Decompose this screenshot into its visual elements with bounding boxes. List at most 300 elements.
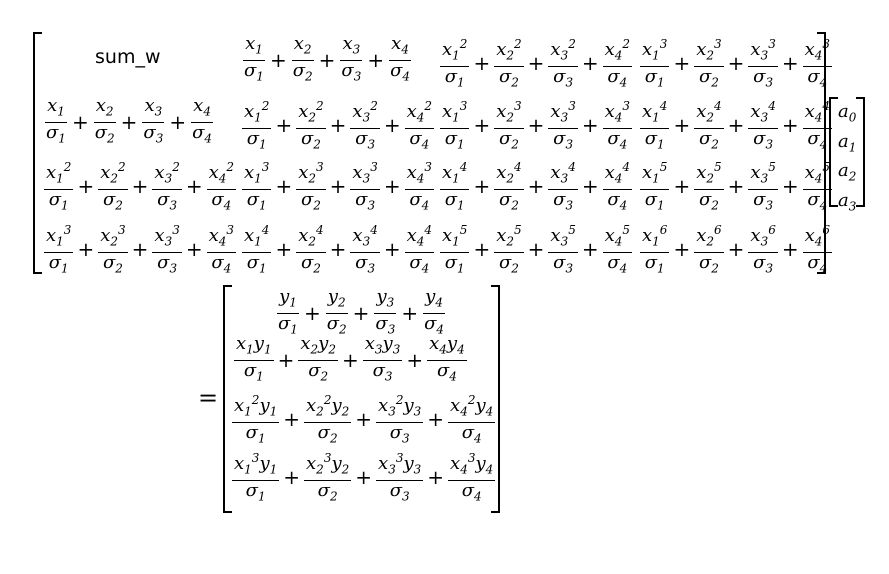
plus-sign: + [275,113,293,138]
numerator: $x_1^3$ [640,34,669,67]
fraction-term [363,334,403,386]
rhs-entry-3 [230,448,497,506]
fraction-term [748,220,777,278]
denominator: $\sigma_4$ [409,188,430,213]
plus-sign: + [727,237,745,262]
fraction-term [405,157,434,215]
plus-sign: + [131,174,149,199]
plus-sign: + [473,237,491,262]
numerator: $x_1^6$ [640,220,669,253]
plus-sign: + [673,174,691,199]
fraction-term [748,157,777,215]
denominator: $\sigma_4$ [192,121,213,146]
fraction-term [603,220,632,278]
fraction-term [190,96,214,148]
numerator: $x_1^5$ [440,220,469,253]
denominator: $\sigma_2$ [300,127,321,152]
denominator: $\sigma_1$ [644,251,665,276]
numerator: $x_1$ [45,96,67,123]
denominator: $\sigma_4$ [607,65,628,90]
plus-sign: + [527,174,545,199]
matrix-cell-r1-c1 [240,96,436,154]
numerator: $x_2^4$ [296,220,325,253]
rhs-entry-1 [232,334,469,386]
denominator: $\sigma_2$ [498,251,519,276]
denominator: $\sigma_3$ [753,251,774,276]
numerator: $y_2$ [326,287,348,314]
denominator: $\sigma_4$ [436,359,457,384]
denominator: $\sigma_4$ [807,251,828,276]
fraction-term [242,96,271,154]
numerator: $x_4^6$ [803,220,832,253]
numerator: $x_4^4$ [405,220,434,253]
denominator: $\sigma_3$ [553,65,574,90]
denominator: $\sigma_3$ [157,188,178,213]
denominator: $\sigma_4$ [607,127,628,152]
fraction-term [373,287,397,339]
plus-sign: + [673,51,691,76]
numerator: $x_3^4$ [548,157,577,190]
vector-a-right-bracket [856,97,865,207]
denominator: $\sigma_3$ [355,127,376,152]
plus-sign: + [318,48,336,73]
numerator: $x_4$ [389,34,411,61]
fraction-term [232,390,279,448]
denominator: $\sigma_4$ [409,127,430,152]
numerator: $x_3^2y_3$ [376,390,423,423]
numerator: $x_2^3$ [98,220,127,253]
plus-sign: + [185,174,203,199]
fraction-term [304,448,351,506]
denominator: $\sigma_1$ [245,421,266,446]
vector-a-entry: $a_2$ [838,160,857,184]
rhs-entry-0 [274,287,448,339]
fraction-term [325,287,349,339]
matrix-cell-r0-c0 [95,46,161,68]
numerator: $x_1^4$ [440,157,469,190]
plus-sign: + [329,237,347,262]
denominator: $\sigma_4$ [409,251,430,276]
plus-sign: + [383,113,401,138]
plus-sign: + [329,113,347,138]
matrix-cell-r3-c3 [638,220,834,278]
denominator: $\sigma_4$ [607,188,628,213]
numerator: $x_1^4$ [640,96,669,129]
fraction-term [422,287,446,339]
plus-sign: + [527,51,545,76]
fraction-term [640,157,669,215]
numerator: $x_3^5$ [548,220,577,253]
fraction-term [803,157,832,215]
denominator: $\sigma_1$ [644,188,665,213]
denominator: $\sigma_1$ [48,188,69,213]
plus-sign: + [781,113,799,138]
denominator: $\sigma_1$ [278,312,298,337]
denominator: $\sigma_2$ [317,479,338,504]
numerator: $x_3^2$ [350,96,379,129]
vector-a-entry: $a_1$ [838,130,857,155]
plus-sign: + [77,237,95,262]
numerator: $x_3^5$ [748,157,777,190]
rhs-entry-2 [230,390,497,448]
plus-sign: + [383,174,401,199]
denominator: $\sigma_1$ [48,251,69,276]
denominator: $\sigma_2$ [698,251,719,276]
denominator: $\sigma_4$ [461,479,482,504]
fraction-term [376,390,423,448]
matrix-left-bracket [33,32,42,274]
denominator: $\sigma_2$ [300,251,321,276]
denominator: $\sigma_1$ [46,121,66,146]
numerator: $x_2^6$ [694,220,723,253]
plus-sign: + [781,237,799,262]
numerator: $x_2^4$ [694,96,723,129]
plus-sign: + [581,174,599,199]
vector-a-left-bracket [829,97,838,207]
plus-sign: + [581,237,599,262]
numerator: $x_2$ [94,96,116,123]
plus-sign: + [727,51,745,76]
fraction-term [640,220,669,278]
fraction-term [748,34,777,92]
matrix-cell-r2-c1 [240,157,436,215]
numerator: $x_4^4$ [803,96,832,129]
denominator: $\sigma_3$ [753,188,774,213]
fraction-term [296,96,325,154]
matrix-cell-r0-c2 [438,34,634,92]
fraction-term [548,157,577,215]
fraction-term [291,34,315,86]
fraction-term [440,34,469,92]
fraction-term [339,34,363,86]
numerator: $x_1^3y_1$ [232,448,279,481]
plus-sign: + [120,110,138,135]
denominator: $\sigma_3$ [753,127,774,152]
fraction-term [494,34,523,92]
plus-sign: + [355,407,373,432]
denominator: $\sigma_4$ [461,421,482,446]
fraction-term [152,157,181,215]
fraction-term [44,220,73,278]
fraction-term [405,220,434,278]
numerator: $x_3$ [142,96,164,123]
fraction-term [640,96,669,154]
numerator: $x_4^3$ [207,220,236,253]
numerator: $x_3^3$ [152,220,181,253]
fraction-term [44,157,73,215]
plus-sign: + [673,237,691,262]
numerator: $x_4^3$ [603,96,632,129]
fraction-term [350,220,379,278]
sum-w-text: sum_w [95,46,161,68]
denominator: $\sigma_2$ [300,188,321,213]
matrix-cell-r3-c1 [240,220,436,278]
fraction-term [694,34,723,92]
numerator: $x_4y_4$ [427,334,467,361]
numerator: $x_3$ [340,34,362,61]
fraction-term [234,334,274,386]
plus-sign: + [185,237,203,262]
fraction-term [440,220,469,278]
fraction-term [448,390,495,448]
denominator: $\sigma_4$ [807,127,828,152]
denominator: $\sigma_2$ [308,359,329,384]
numerator: $x_1^2y_1$ [232,390,279,423]
fraction-term [494,157,523,215]
denominator: $\sigma_1$ [243,359,264,384]
denominator: $\sigma_1$ [246,251,267,276]
denominator: $\sigma_2$ [498,188,519,213]
numerator: $x_2^5$ [494,220,523,253]
denominator: $\sigma_2$ [292,59,313,84]
numerator: $x_1y_1$ [234,334,274,361]
matrix-cell-r1-c3 [638,96,834,154]
vector-a-entry: $a_3$ [838,189,857,214]
plus-sign: + [427,407,445,432]
fraction-term [427,334,467,386]
fraction-term [748,96,777,154]
fraction-term [276,287,300,339]
denominator: $\sigma_4$ [390,59,411,84]
numerator: $y_3$ [374,287,396,314]
numerator: $x_2y_2$ [298,334,338,361]
plus-sign: + [275,174,293,199]
denominator: $\sigma_2$ [698,127,719,152]
denominator: $\sigma_3$ [372,359,393,384]
fraction-term [494,96,523,154]
fraction-term [440,96,469,154]
fraction-term [603,34,632,92]
denominator: $\sigma_1$ [444,251,465,276]
numerator: $x_4^3y_4$ [448,448,495,481]
matrix-cell-r1-c2 [438,96,634,154]
denominator: $\sigma_3$ [355,251,376,276]
numerator: $x_3^6$ [748,220,777,253]
numerator: $x_2^3$ [296,157,325,190]
plus-sign: + [352,301,370,326]
denominator: $\sigma_4$ [211,188,232,213]
numerator: $x_4^2$ [603,34,632,67]
denominator: $\sigma_3$ [355,188,376,213]
numerator: $x_1^4$ [242,220,271,253]
plus-sign: + [303,301,321,326]
denominator: $\sigma_4$ [807,65,828,90]
plus-sign: + [355,465,373,490]
numerator: $x_1^2$ [44,157,73,190]
fraction-term [242,220,271,278]
fraction-term [152,220,181,278]
matrix-cell-r0-c3 [638,34,834,92]
numerator: $x_4^5$ [803,157,832,190]
denominator: $\sigma_1$ [444,188,465,213]
denominator: $\sigma_3$ [553,188,574,213]
denominator: $\sigma_3$ [553,251,574,276]
numerator: $y_4$ [423,287,445,314]
fraction-term [376,448,423,506]
fraction-term [803,96,832,154]
numerator: $x_2^3y_2$ [304,448,351,481]
fraction-term [694,157,723,215]
fraction-term [98,157,127,215]
plus-sign: + [727,174,745,199]
denominator: $\sigma_3$ [753,65,774,90]
fraction-term [350,96,379,154]
denominator: $\sigma_3$ [341,59,362,84]
denominator: $\sigma_3$ [375,312,396,337]
plus-sign: + [277,348,295,373]
plus-sign: + [275,237,293,262]
plus-sign: + [473,51,491,76]
denominator: $\sigma_2$ [102,188,123,213]
fraction-term [803,34,832,92]
plus-sign: + [283,407,301,432]
denominator: $\sigma_1$ [644,127,665,152]
plus-sign: + [473,113,491,138]
fraction-term [603,96,632,154]
denominator: $\sigma_4$ [807,188,828,213]
fraction-term [232,448,279,506]
numerator: $x_2^5$ [694,157,723,190]
fraction-term [242,157,271,215]
fraction-term [298,334,338,386]
matrix-cell-r3-c2 [438,220,634,278]
denominator: $\sigma_3$ [157,251,178,276]
fraction-term [548,220,577,278]
plus-sign: + [781,174,799,199]
plus-sign: + [581,51,599,76]
fraction-term [803,220,832,278]
denominator: $\sigma_3$ [553,127,574,152]
numerator: $x_2^2$ [98,157,127,190]
numerator: $x_4^3$ [405,157,434,190]
numerator: $x_1$ [243,34,265,61]
plus-sign: + [383,237,401,262]
fraction-term [640,34,669,92]
fraction-term [98,220,127,278]
denominator: $\sigma_1$ [644,65,665,90]
fraction-term [548,96,577,154]
denominator: $\sigma_2$ [94,121,115,146]
fraction-term [603,157,632,215]
numerator: $x_4^3$ [803,34,832,67]
matrix-cell-r0-c1 [240,34,414,86]
denominator: $\sigma_3$ [143,121,164,146]
matrix-cell-r1-c0 [42,96,216,148]
plus-sign: + [329,174,347,199]
numerator: $x_3^3$ [350,157,379,190]
denominator: $\sigma_4$ [607,251,628,276]
coefficient-vector [838,100,856,218]
numerator: $x_1^3$ [242,157,271,190]
numerator: $x_3^2$ [548,34,577,67]
fraction-term [296,220,325,278]
denominator: $\sigma_2$ [326,312,347,337]
fraction-term [296,157,325,215]
denominator: $\sigma_3$ [389,421,410,446]
plus-sign: + [283,465,301,490]
numerator: $x_2^3$ [694,34,723,67]
denominator: $\sigma_1$ [246,188,267,213]
plus-sign: + [269,48,287,73]
denominator: $\sigma_4$ [211,251,232,276]
numerator: $x_1^5$ [640,157,669,190]
denominator: $\sigma_2$ [698,65,719,90]
numerator: $x_2^4$ [494,157,523,190]
numerator: $x_3y_3$ [363,334,403,361]
numerator: $x_1^2$ [242,96,271,129]
denominator: $\sigma_1$ [444,65,465,90]
plus-sign: + [367,48,385,73]
plus-sign: + [401,301,419,326]
plus-sign: + [131,237,149,262]
denominator: $\sigma_2$ [498,65,519,90]
numerator: $x_2$ [292,34,314,61]
numerator: $x_3^3$ [748,34,777,67]
plus-sign: + [427,465,445,490]
plus-sign: + [727,113,745,138]
matrix-cell-r2-c2 [438,157,634,215]
fraction-term [44,96,68,148]
denominator: $\sigma_1$ [444,127,465,152]
numerator: $x_4^2y_4$ [448,390,495,423]
numerator: $x_4^2$ [405,96,434,129]
numerator: $x_3^3y_3$ [376,448,423,481]
plus-sign: + [473,174,491,199]
fraction-term [207,157,236,215]
denominator: $\sigma_2$ [317,421,338,446]
plus-sign: + [527,113,545,138]
denominator: $\sigma_4$ [424,312,445,337]
fraction-term [405,96,434,154]
denominator: $\sigma_1$ [246,127,267,152]
matrix-cell-r3-c0 [42,220,238,278]
fraction-term [93,96,117,148]
numerator: $x_2^2y_2$ [304,390,351,423]
plus-sign: + [581,113,599,138]
fraction-term [388,34,412,86]
fraction-term [440,157,469,215]
fraction-term [548,34,577,92]
matrix-cell-r2-c0 [42,157,238,215]
plus-sign: + [406,348,424,373]
numerator: $x_3^4$ [748,96,777,129]
plus-sign: + [169,110,187,135]
fraction-term [207,220,236,278]
denominator: $\sigma_2$ [698,188,719,213]
plus-sign: + [527,237,545,262]
denominator: $\sigma_3$ [389,479,410,504]
fraction-term [242,34,266,86]
numerator: $x_3^2$ [152,157,181,190]
numerator: $x_1^2$ [440,34,469,67]
equals-sign: = [198,384,219,412]
plus-sign: + [673,113,691,138]
numerator: $x_1^3$ [44,220,73,253]
numerator: $x_2^2$ [494,34,523,67]
numerator: $x_2^2$ [296,96,325,129]
plus-sign: + [781,51,799,76]
matrix-cell-r2-c3 [638,157,834,215]
numerator: $x_3^3$ [548,96,577,129]
numerator: $x_4$ [191,96,213,123]
vector-a-entry: $a_0$ [838,101,857,125]
fraction-term [141,96,165,148]
numerator: $x_1^3$ [440,96,469,129]
fraction-term [694,96,723,154]
plus-sign: + [77,174,95,199]
denominator: $\sigma_2$ [102,251,123,276]
numerator: $x_2^3$ [494,96,523,129]
